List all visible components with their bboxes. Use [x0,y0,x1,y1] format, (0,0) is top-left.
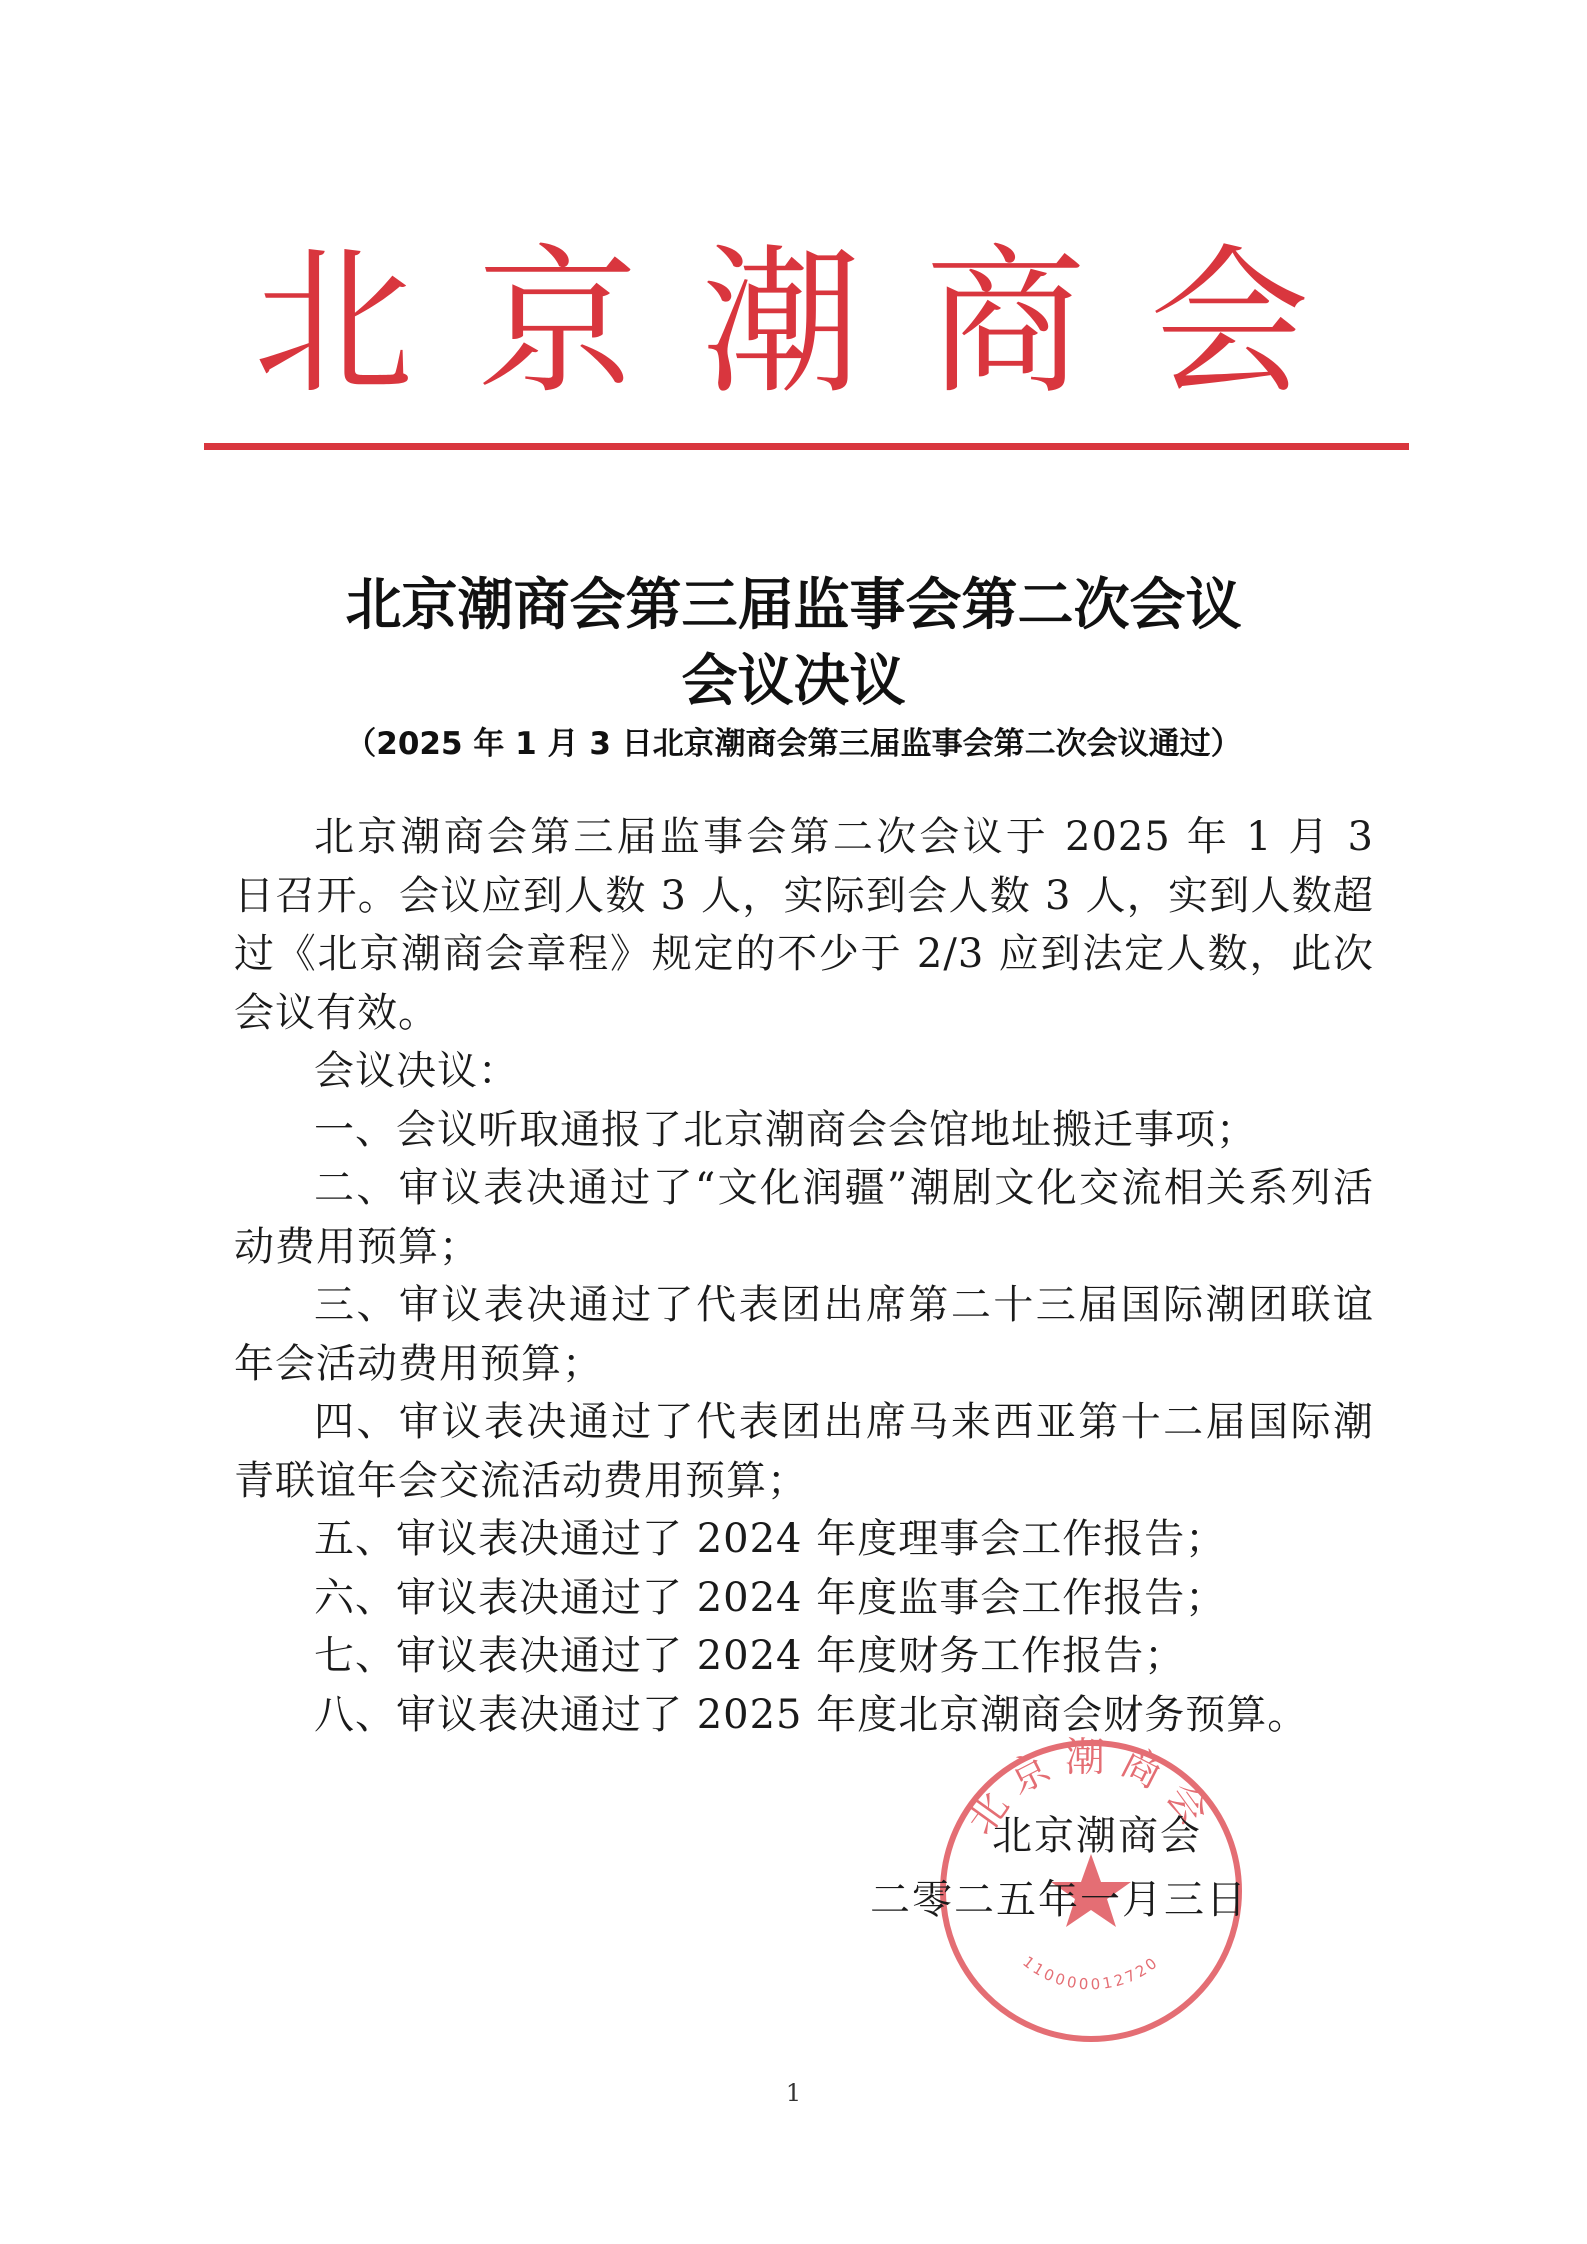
page-number: 1 [785,2079,802,2107]
svg-text:110000012720 [1019,1953,1162,1994]
resolution-item: 八、审议表决通过了 2025 年度北京潮商会财务预算。 [314,1691,1309,1738]
document-subtitle: （2025 年 1 月 3 日北京潮商会第三届监事会第二次会议通过） [345,726,1242,762]
resolution-item: 一、会议听取通报了北京潮商会会馆地址搬迁事项； [314,1106,1257,1153]
seal-code-text: 110000012720 [1019,1952,1163,1994]
resolution-item: 六、审议表决通过了 2024 年度监事会工作报告； [314,1574,1227,1621]
signature-org: 北京潮商会 [992,1813,1202,1859]
resolution-item: 三、审议表决通过了代表团出席第二十三届国际潮团联谊年会活动费用预算； [234,1282,1374,1387]
intro-paragraph: 北京潮商会第三届监事会第二次会议于 2025 年 1 月 3 日召开。会议应到人数 3 人，实际到会人数 3 人，实到人数超过《北京潮商会章程》规定的不少于 2/3 应到法定人数，此次会议有效。 [234,814,1374,1036]
resolution-item: 七、审议表决通过了 2024 年度财务工作报告； [314,1633,1186,1679]
document-title-line2: 会议决议 [681,649,906,714]
seal-arc-text: 北京潮商会 [957,1736,1225,1844]
resolution-heading: 会议决议： [314,1048,519,1094]
document-title-block [0,568,1587,766]
signature-date: 二零二五年一月三日 [870,1877,1248,1923]
document-body [234,808,1374,1744]
letterhead-org-name: 北京潮商会 [253,229,1374,416]
resolution-item: 二、审议表决通过了“文化润疆”潮剧文化交流相关系列活动费用预算； [234,1165,1374,1270]
document-title-line1: 北京潮商会第三届监事会第二次会议 [345,573,1242,638]
resolution-item: 四、审议表决通过了代表团出席马来西亚第十二届国际潮青联谊年会交流活动费用预算； [234,1399,1374,1504]
resolution-list [234,1101,1374,1745]
resolution-item: 五、审议表决通过了 2024 年度理事会工作报告； [314,1516,1227,1562]
letterhead-divider [204,443,1409,450]
signature-block [870,1804,1290,1932]
